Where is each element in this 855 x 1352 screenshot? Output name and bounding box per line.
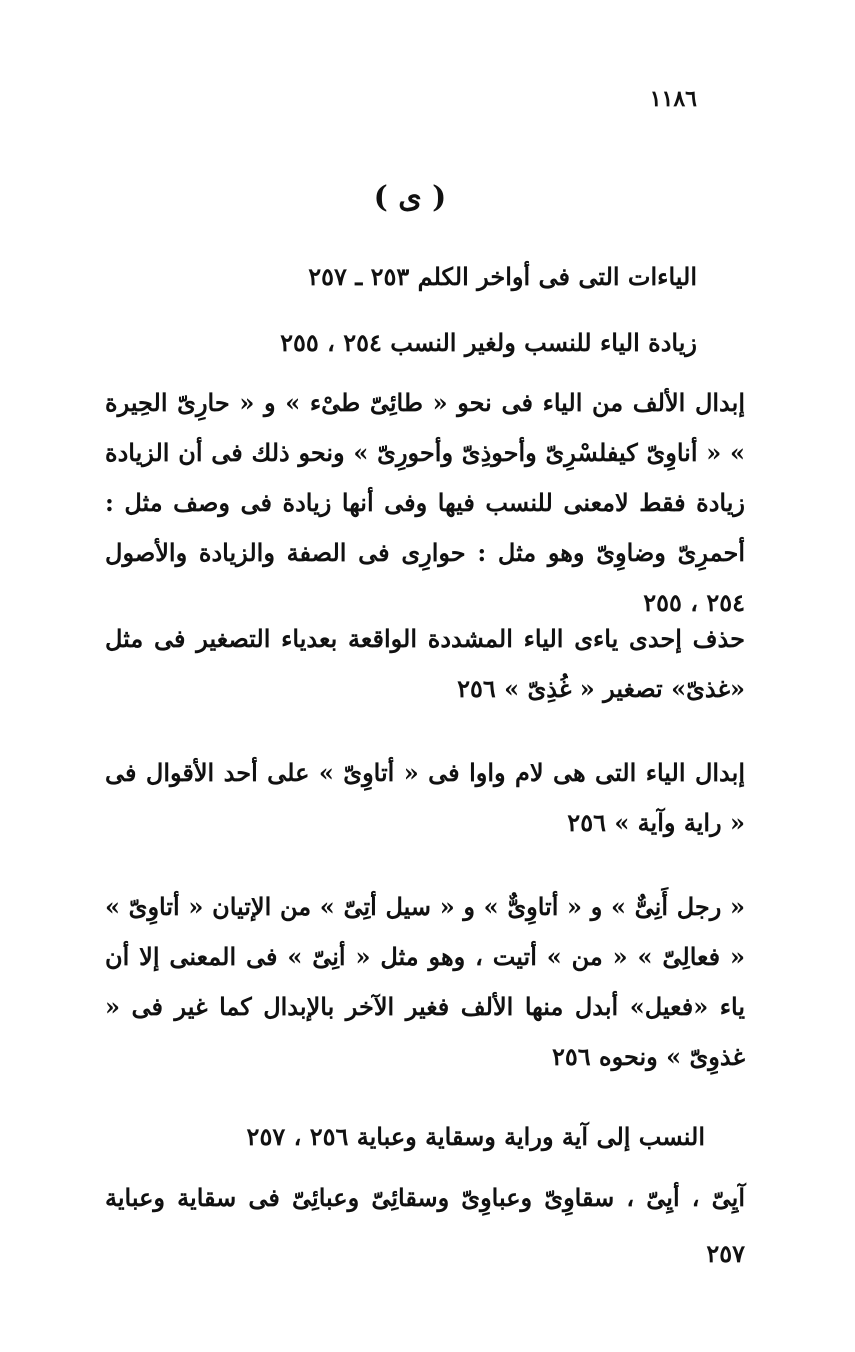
page-number: ١١٨٦ [649,86,697,112]
index-entry: حذف إحدى ياءى الياء المشددة الواقعة بعدياء التصغير فى مثل «غذىّ» تصغير « غُذِىّ » ٢٥٦ [105,624,745,703]
index-entry: الياءات التى فى أواخر الكلم ٢٥٣ ـ ٢٥٧ [308,262,697,291]
index-entry: إبدال الياء التى هى لام واوا فى « أتاوِىّ » على أحد الأقوال فى « راية وآية » ٢٥٦ [105,758,745,837]
index-entry: « رجل أَنِىٌّ » و « أتاوِىٌّ » و « سيل أتِىّ » من الإتيان « أتاوِىّ » « فعالِىّ » « من » أتيت ، وهو مثل « أنِىّ » فى المعنى إلا أن ياء «فعيل» أبدل منها الألف فغير الآخر بالإبدال كما غير فى « غذوِىّ » ونحوه ٢٥٦ [105,892,745,1071]
index-entry: إبدال الألف من الياء فى نحو « طائِىّ طىْء » و « حارِىّ الحِيرة » « أناوِىّ كيفلسْرِىّ وأحوذِىّ وأحورِىّ » ونحو ذلك فى أن الزيادة زيادة فقط لامعنى للنسب فيها وفى أنها زيادة فى وصف مثل : أحمرِىّ وضاوِىّ وهو مثل : حوارِى فى الصفة والزيادة والأصول ٢٥٤ ، ٢٥٥ [105,388,745,617]
section-heading: ( ى ) [373,180,447,215]
index-entry: النسب إلى آية وراية وسقاية وعباية ٢٥٦ ، ٢٥٧ [246,1122,705,1151]
index-entry: آيِىّ ، أيِىّ ، سقاوِىّ وعباوِىّ وسقائِىّ وعبائِىّ فى سقاية وعباية ٢٥٧ [105,1183,745,1268]
index-entry: زيادة الياء للنسب ولغير النسب ٢٥٤ ، ٢٥٥ [280,328,697,357]
